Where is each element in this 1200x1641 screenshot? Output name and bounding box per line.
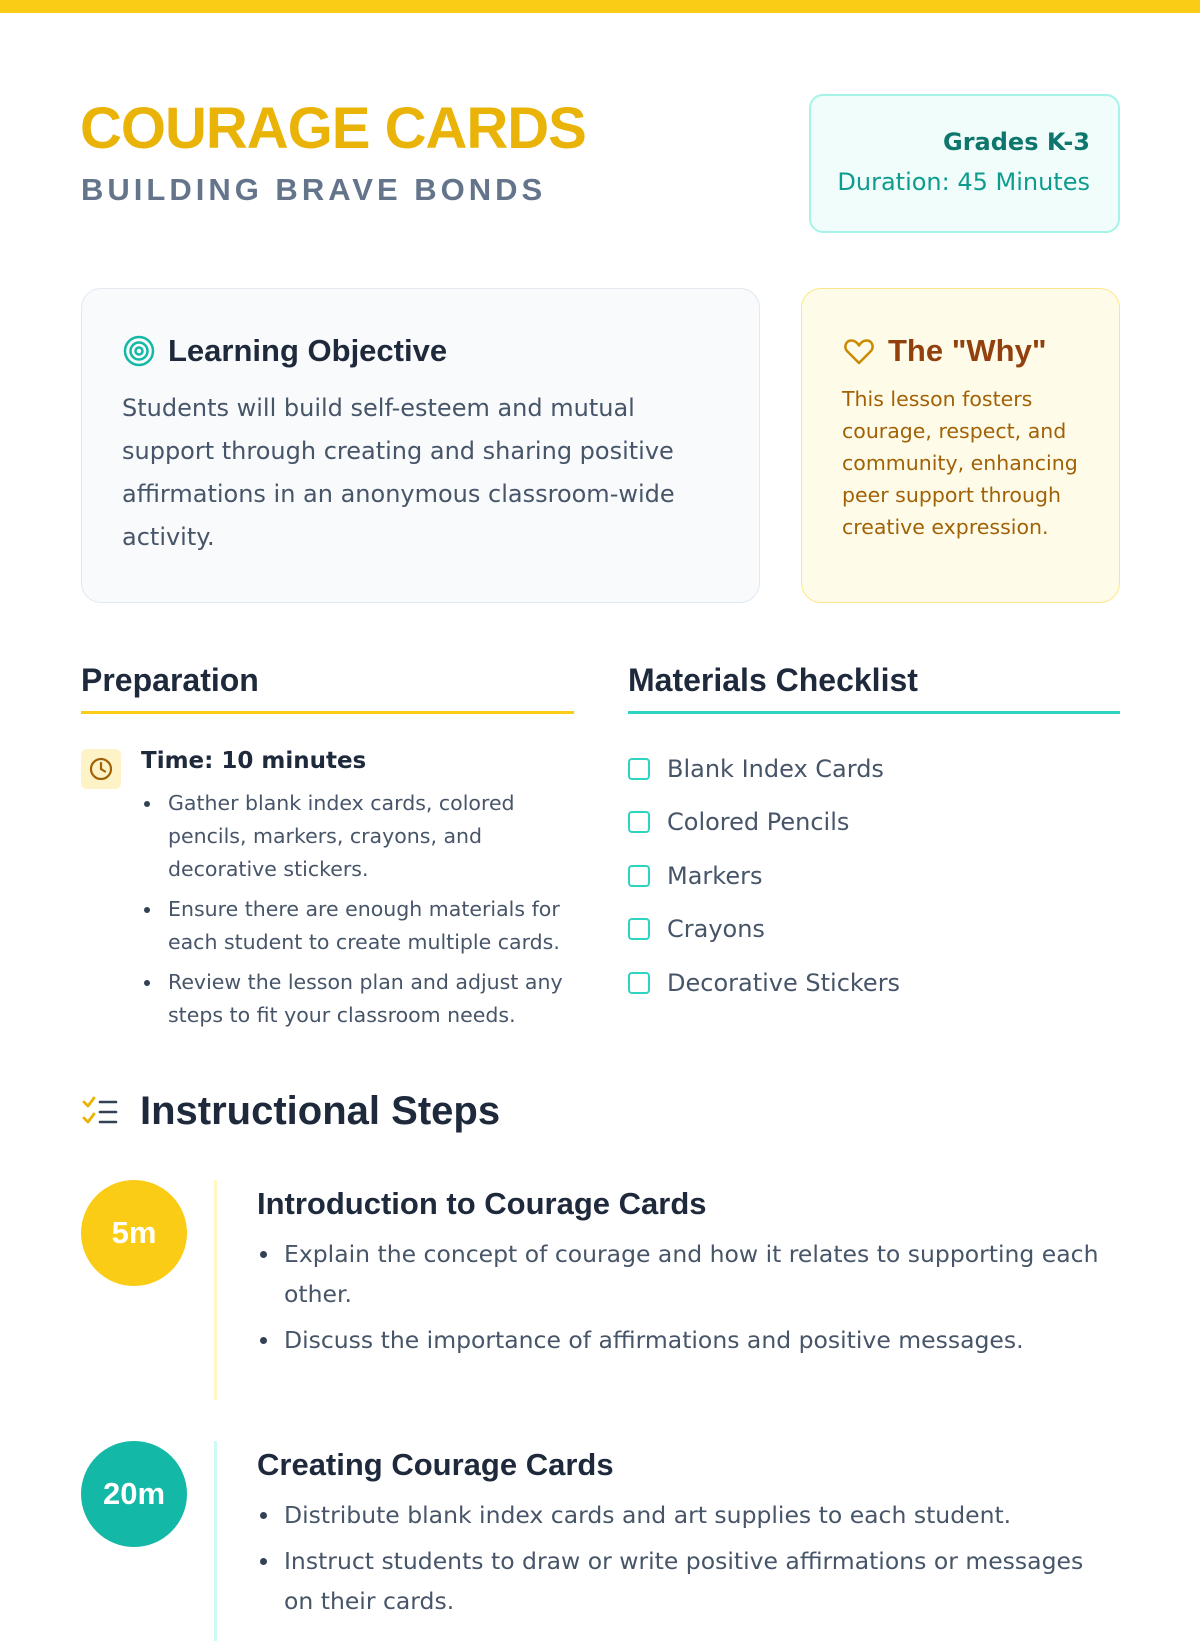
preparation-time: Time: 10 minutes: [141, 748, 367, 774]
preparation-item: Gather blank index cards, colored pencils, markers, crayons, and decorative stickers.: [141, 787, 581, 886]
why-card: [801, 288, 1120, 603]
instructional-steps-header: [81, 1089, 500, 1134]
page-title: COURAGE CARDS: [80, 96, 586, 161]
material-item[interactable]: [628, 742, 1118, 796]
lesson-meta-card: [809, 94, 1120, 233]
step-timeline-line: [214, 1180, 217, 1400]
material-label: Crayons: [667, 915, 765, 944]
step-title: Introduction to Courage Cards: [257, 1186, 707, 1221]
step-title: Creating Courage Cards: [257, 1447, 614, 1482]
preparation-list: [141, 787, 581, 1039]
learning-objective-text: Students will build self-esteem and mutual support through creating and sharing positive affirmations in an anonymous classroom-wide activity.: [122, 394, 675, 551]
step-timeline-line: [214, 1441, 217, 1641]
step-duration-badge: 20m: [81, 1441, 187, 1547]
clock-icon-box: [81, 749, 121, 789]
material-item[interactable]: [628, 956, 1118, 1010]
step-bullet: Explain the concept of courage and how it relates to supporting each other.: [257, 1234, 1107, 1314]
preparation-heading: Preparation: [81, 658, 574, 714]
step-duration-badge: 5m: [81, 1180, 187, 1286]
duration-label: Duration: 45 Minutes: [837, 168, 1090, 196]
material-item[interactable]: [628, 849, 1118, 903]
step-list: [257, 1495, 1107, 1627]
material-checkbox[interactable]: [628, 758, 650, 780]
step-item: [81, 1180, 1121, 1400]
top-accent-bar: [0, 0, 1200, 13]
instructional-steps-title: Instructional Steps: [140, 1089, 501, 1133]
page-subtitle: BUILDING BRAVE BONDS: [81, 172, 547, 207]
step-bullet: Distribute blank index cards and art supplies to each student.: [257, 1495, 1107, 1535]
step-item: [81, 1441, 1121, 1641]
why-text: This lesson fosters courage, respect, and community, enhancing peer support through creative expression.: [842, 387, 1078, 539]
material-item[interactable]: [628, 903, 1118, 957]
material-label: Blank Index Cards: [667, 754, 884, 783]
step-list: [257, 1234, 1107, 1366]
why-title: The "Why": [888, 333, 1047, 368]
preparation-item: Review the lesson plan and adjust any steps to fit your classroom needs.: [141, 966, 581, 1032]
material-label: Decorative Stickers: [667, 968, 901, 997]
material-checkbox[interactable]: [628, 918, 650, 940]
material-item[interactable]: [628, 796, 1118, 850]
step-bullet: Discuss the importance of affirmations and positive messages.: [257, 1320, 1107, 1360]
materials-checklist: [628, 742, 1118, 1010]
target-icon: [122, 334, 156, 368]
clock-icon: [88, 756, 114, 782]
checklist-icon: [81, 1093, 119, 1131]
grades-label: Grades K-3: [943, 128, 1090, 156]
learning-objective-card: [81, 288, 760, 603]
material-checkbox[interactable]: [628, 865, 650, 887]
material-checkbox[interactable]: [628, 972, 650, 994]
learning-objective-title: Learning Objective: [168, 333, 448, 368]
materials-heading: Materials Checklist: [628, 658, 1120, 714]
step-bullet: Instruct students to draw or write positive affirmations or messages on their cards.: [257, 1541, 1107, 1621]
material-checkbox[interactable]: [628, 811, 650, 833]
material-label: Colored Pencils: [667, 808, 850, 837]
material-label: Markers: [667, 861, 763, 890]
preparation-item: Ensure there are enough materials for each student to create multiple cards.: [141, 893, 581, 959]
heart-icon: [842, 334, 876, 368]
